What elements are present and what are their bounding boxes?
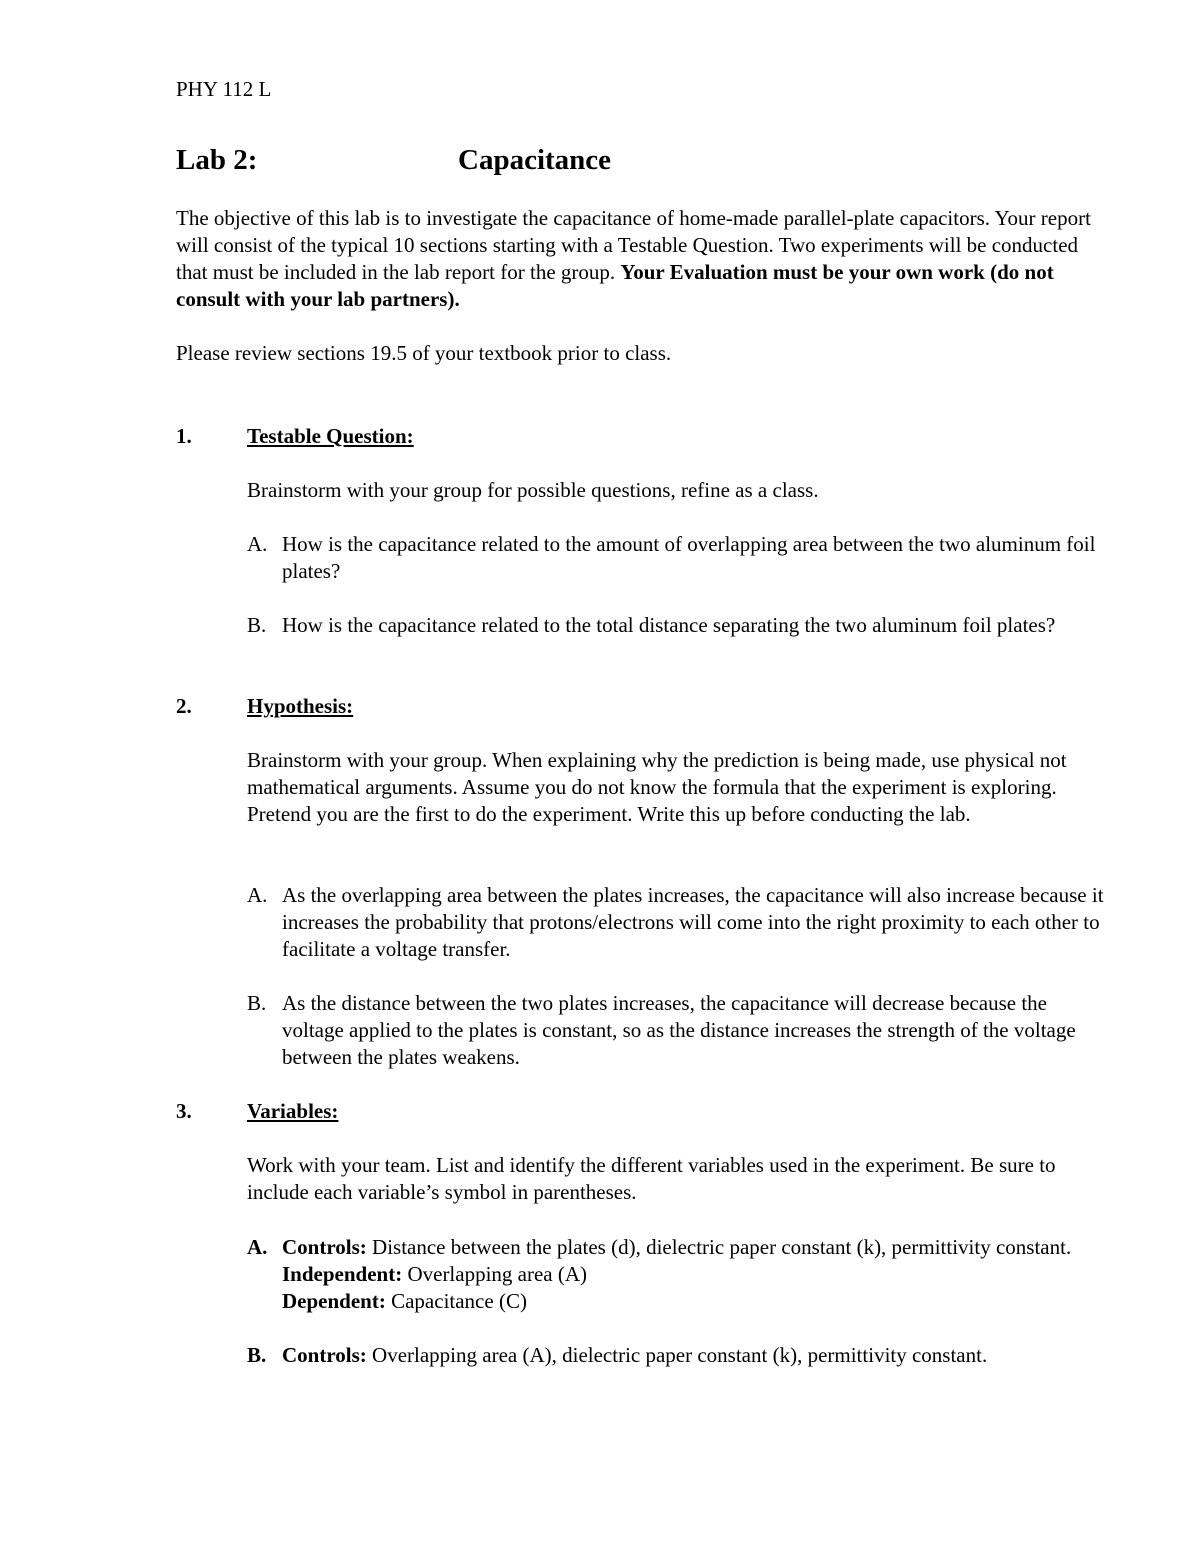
independent-text: Overlapping area (A) <box>402 1262 588 1286</box>
course-code: PHY 112 L <box>176 77 272 101</box>
section-label: Hypothesis: <box>247 694 354 718</box>
lab-topic: Capacitance <box>458 144 612 176</box>
controls-text: Overlapping area (A), dielectric paper constant (k), permittivity constant. <box>366 1343 988 1367</box>
intro-bold-text: Your Evaluation must be your own work (do not consult with your lab partners). <box>176 260 1054 311</box>
lab-number: Lab 2: <box>176 144 258 176</box>
intro-paragraph <box>176 205 1106 313</box>
section-label: Variables: <box>247 1099 339 1123</box>
list-item <box>247 1342 1107 1369</box>
list-item <box>247 882 1107 963</box>
controls-label: Controls: <box>282 1343 367 1367</box>
independent-label: Independent: <box>282 1262 403 1286</box>
controls-line <box>282 1342 1107 1369</box>
item-text: As the distance between the two plates increases, the capacitance will decrease because the voltage applied to the plates is constant, so as the distance increases the strength of the voltage between the plates weakens. <box>282 991 1076 1069</box>
item-letter: B. <box>247 613 267 637</box>
dependent-text: Capacitance (C) <box>385 1289 527 1313</box>
item-letter: A. <box>247 1235 268 1259</box>
item-text <box>282 1342 1107 1369</box>
section-heading-testable-question <box>176 423 414 450</box>
list-item <box>247 990 1107 1071</box>
dependent-label: Dependent: <box>282 1289 386 1313</box>
independent-line <box>282 1261 1107 1288</box>
section-label: Testable Question: <box>247 424 414 448</box>
list-item <box>247 1234 1107 1315</box>
dependent-line <box>282 1288 1107 1315</box>
intro-text: The objective of this lab is to investigate the capacitance of home-made parallel-plate capacitors. Your report will consist of the typical 10 sections starting with a Testable Question. Two experiments will be conducted that must be included in the lab report for the group. <box>176 206 1091 284</box>
item-letter: A. <box>247 883 268 907</box>
item-letter: B. <box>247 1343 267 1367</box>
controls-text: Distance between the plates (d), dielectric paper constant (k), permittivity constant. <box>366 1235 1072 1259</box>
controls-label: Controls: <box>282 1235 367 1259</box>
item-text: As the overlapping area between the plates increases, the capacitance will also increase because it increases the probability that protons/electrons will come into the right proximity to each other to facilitate a voltage transfer. <box>282 883 1104 961</box>
section-heading-variables <box>176 1098 338 1125</box>
section-number: 2. <box>176 694 192 718</box>
section-heading-hypothesis <box>176 693 353 720</box>
item-letter: A. <box>247 532 268 556</box>
section-instruction: Brainstorm with your group. When explaining why the prediction is being made, use physical not mathematical arguments. Assume you do not know the formula that the experiment is exploring. Pretend you are the first to do the experiment. Write this up before conducting the lab. <box>247 748 1067 826</box>
item-text <box>282 1234 1107 1315</box>
list-item <box>247 612 1107 639</box>
section-number: 1. <box>176 424 192 448</box>
section-number: 3. <box>176 1099 192 1123</box>
review-note: Please review sections 19.5 of your textbook prior to class. <box>176 341 672 365</box>
item-letter: B. <box>247 991 267 1015</box>
controls-line <box>282 1234 1107 1261</box>
item-text: How is the capacitance related to the amount of overlapping area between the two aluminum foil plates? <box>282 532 1096 583</box>
section-instruction: Brainstorm with your group for possible questions, refine as a class. <box>247 478 819 502</box>
section-instruction: Work with your team. List and identify the different variables used in the experiment. Be sure to include each variable’s symbol in parentheses. <box>247 1153 1056 1204</box>
list-item <box>247 531 1107 585</box>
item-text: How is the capacitance related to the total distance separating the two aluminum foil plates? <box>282 613 1056 637</box>
